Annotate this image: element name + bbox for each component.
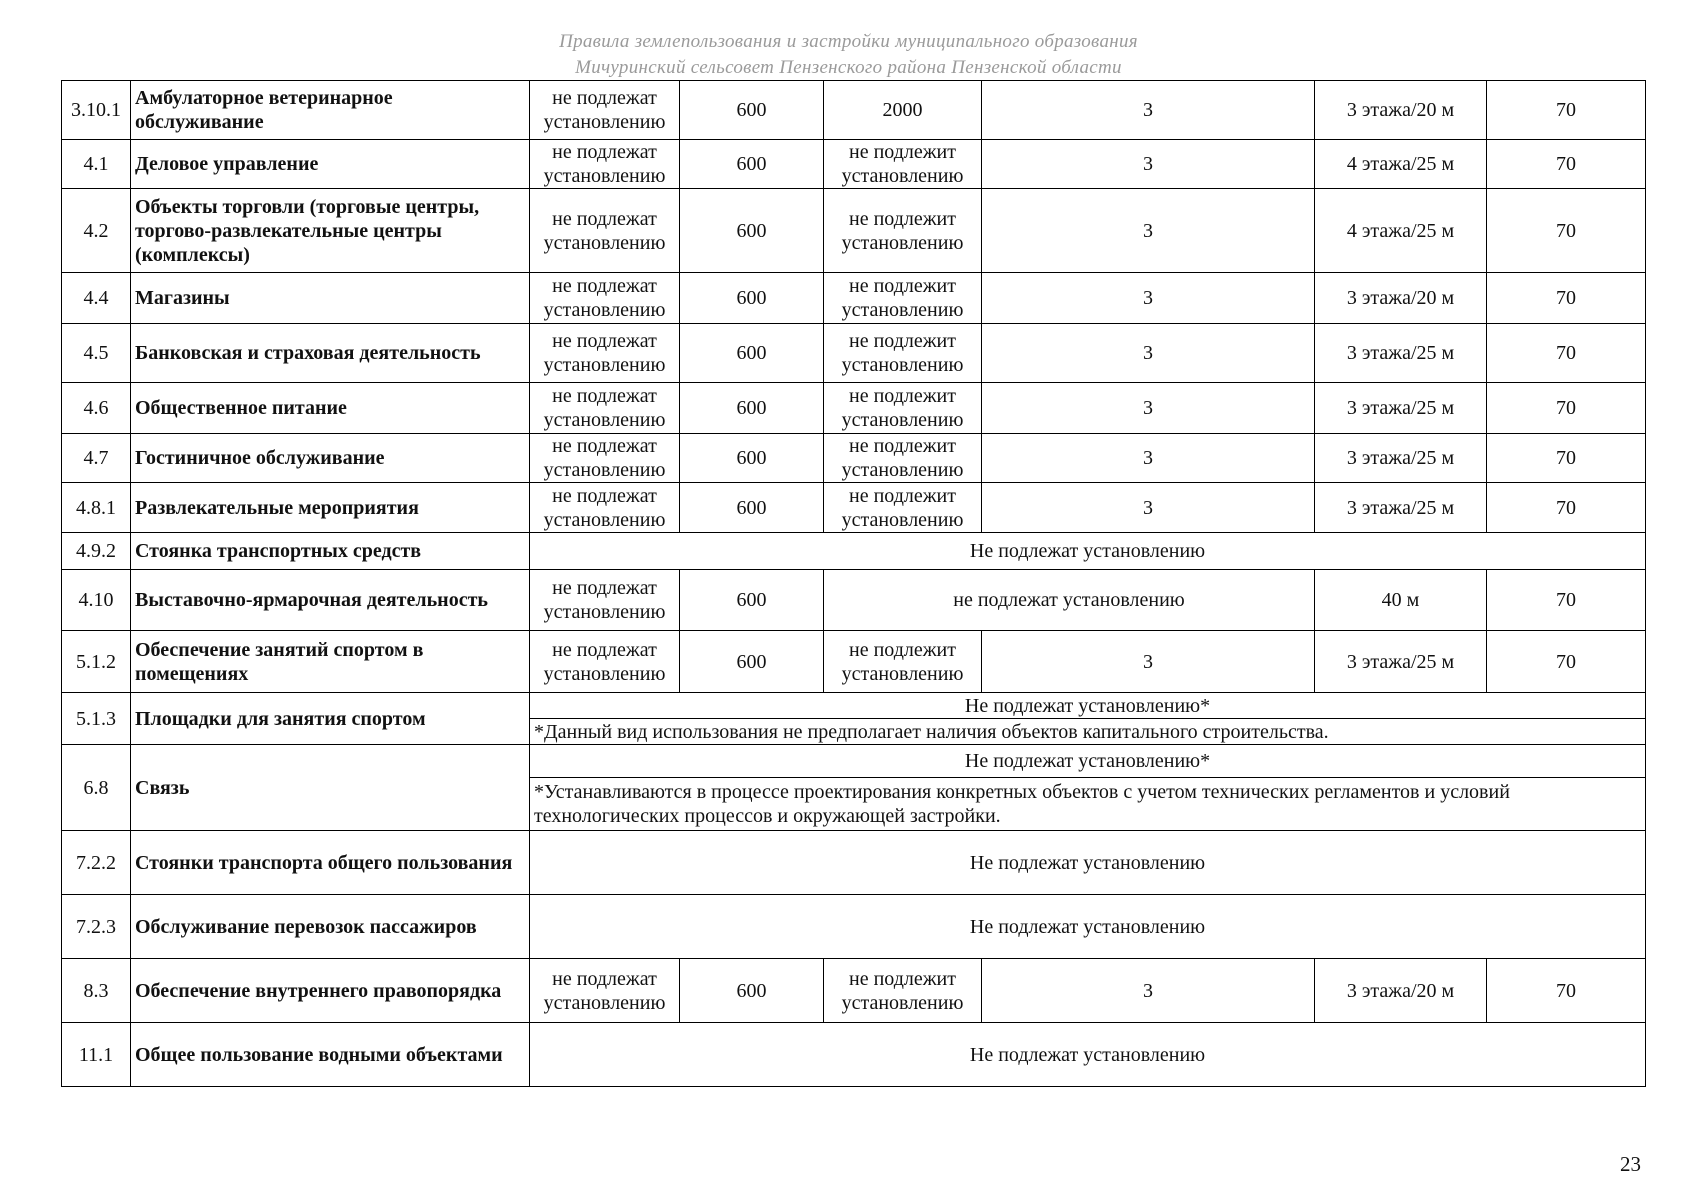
max-plot-area: не подлежит установлению [824, 383, 982, 434]
merged-parameters-cell: Не подлежат установлению* [530, 693, 1646, 719]
min-plot-area: 600 [680, 383, 824, 434]
max-coverage-percent: 70 [1487, 273, 1646, 324]
max-floors-height: 4 этажа/25 м [1315, 189, 1487, 273]
max-floors-height: 3 этажа/20 м [1315, 959, 1487, 1023]
table-row [62, 831, 1646, 895]
max-floors-height: 40 м [1315, 570, 1487, 631]
row-code: 4.8.1 [62, 483, 131, 533]
row-code: 7.2.2 [62, 831, 131, 895]
max-coverage-percent: 70 [1487, 631, 1646, 693]
merged-area-setback-cell: не подлежат установлению [824, 570, 1315, 631]
min-max-plot-size: не подлежат установлению [530, 140, 680, 189]
min-setback: 3 [982, 959, 1315, 1023]
max-plot-area: не подлежит установлению [824, 959, 982, 1023]
table-row [62, 895, 1646, 959]
row-code: 7.2.3 [62, 895, 131, 959]
table-row [62, 324, 1646, 383]
land-use-parameters-table [61, 80, 1646, 1087]
min-plot-area: 600 [680, 631, 824, 693]
max-plot-area: не подлежит установлению [824, 273, 982, 324]
row-code: 4.1 [62, 140, 131, 189]
row-name: Деловое управление [131, 140, 530, 189]
max-coverage-percent: 70 [1487, 81, 1646, 140]
max-floors-height: 3 этажа/25 м [1315, 324, 1487, 383]
min-setback: 3 [982, 81, 1315, 140]
min-setback: 3 [982, 324, 1315, 383]
min-max-plot-size: не подлежат установлению [530, 570, 680, 631]
max-coverage-percent: 70 [1487, 383, 1646, 434]
table-row [62, 383, 1646, 434]
table-row [62, 81, 1646, 140]
min-plot-area: 600 [680, 189, 824, 273]
min-max-plot-size: не подлежат установлению [530, 434, 680, 483]
row-name: Обеспечение занятий спортом в помещениях [131, 631, 530, 693]
table-row [62, 434, 1646, 483]
max-plot-area: не подлежит установлению [824, 631, 982, 693]
table-row [62, 693, 1646, 719]
max-plot-area: не подлежит установлению [824, 324, 982, 383]
row-name: Магазины [131, 273, 530, 324]
min-plot-area: 600 [680, 324, 824, 383]
min-setback: 3 [982, 434, 1315, 483]
row-name: Стоянка транспортных средств [131, 533, 530, 570]
max-plot-area: не подлежит установлению [824, 483, 982, 533]
row-code: 8.3 [62, 959, 131, 1023]
table-row [62, 533, 1646, 570]
max-coverage-percent: 70 [1487, 483, 1646, 533]
row-name: Выставочно-ярмарочная деятельность [131, 570, 530, 631]
min-max-plot-size: не подлежат установлению [530, 81, 680, 140]
max-floors-height: 3 этажа/20 м [1315, 81, 1487, 140]
table-row [62, 483, 1646, 533]
max-floors-height: 3 этажа/25 м [1315, 434, 1487, 483]
merged-parameters-cell: Не подлежат установлению* [530, 745, 1646, 778]
row-name: Общее пользование водными объектами [131, 1023, 530, 1087]
min-max-plot-size: не подлежат установлению [530, 483, 680, 533]
max-plot-area: 2000 [824, 81, 982, 140]
row-name: Гостиничное обслуживание [131, 434, 530, 483]
max-coverage-percent: 70 [1487, 959, 1646, 1023]
min-plot-area: 600 [680, 434, 824, 483]
min-max-plot-size: не подлежат установлению [530, 383, 680, 434]
table-row [62, 140, 1646, 189]
row-code: 11.1 [62, 1023, 131, 1087]
min-max-plot-size: не подлежат установлению [530, 273, 680, 324]
max-coverage-percent: 70 [1487, 140, 1646, 189]
row-name: Стоянки транспорта общего пользования [131, 831, 530, 895]
min-plot-area: 600 [680, 483, 824, 533]
merged-parameters-cell: Не подлежат установлению [530, 895, 1646, 959]
max-coverage-percent: 70 [1487, 570, 1646, 631]
max-coverage-percent: 70 [1487, 434, 1646, 483]
table-row [62, 273, 1646, 324]
table-row [62, 570, 1646, 631]
min-max-plot-size: не подлежат установлению [530, 959, 680, 1023]
page-number: 23 [1620, 1152, 1641, 1176]
row-code: 4.10 [62, 570, 131, 631]
min-plot-area: 600 [680, 570, 824, 631]
min-plot-area: 600 [680, 81, 824, 140]
running-header-line-2: Мичуринский сельсовет Пензенского района Пензенской области [575, 57, 1122, 78]
row-name: Связь [131, 745, 530, 831]
min-setback: 3 [982, 140, 1315, 189]
row-name: Площадки для занятия спортом [131, 693, 530, 745]
min-plot-area: 600 [680, 273, 824, 324]
min-max-plot-size: не подлежат установлению [530, 631, 680, 693]
row-name: Общественное питание [131, 383, 530, 434]
min-setback: 3 [982, 483, 1315, 533]
max-floors-height: 4 этажа/25 м [1315, 140, 1487, 189]
row-code: 5.1.2 [62, 631, 131, 693]
row-code: 4.5 [62, 324, 131, 383]
max-floors-height: 3 этажа/25 м [1315, 483, 1487, 533]
merged-parameters-cell: Не подлежат установлению [530, 831, 1646, 895]
min-setback: 3 [982, 383, 1315, 434]
table-row [62, 189, 1646, 273]
row-code: 4.7 [62, 434, 131, 483]
row-name: Амбулаторное ветеринарное обслуживание [131, 81, 530, 140]
row-code: 6.8 [62, 745, 131, 831]
merged-parameters-cell: Не подлежат установлению [530, 1023, 1646, 1087]
row-name: Объекты торговли (торговые центры, торгово-развлекательные центры (комплексы) [131, 189, 530, 273]
row-code: 5.1.3 [62, 693, 131, 745]
min-max-plot-size: не подлежат установлению [530, 324, 680, 383]
running-header-line-1: Правила землепользования и застройки муниципального образования [559, 31, 1138, 52]
footnote-cell: *Данный вид использования не предполагает наличия объектов капитального строительства. [530, 719, 1646, 745]
table-row [62, 745, 1646, 778]
row-name: Развлекательные мероприятия [131, 483, 530, 533]
footnote-cell: *Устанавливаются в процессе проектирования конкретных объектов с учетом технических регламентов и условий технологических процессов и окружающей застройки. [530, 778, 1646, 831]
table-row [62, 631, 1646, 693]
merged-parameters-cell: Не подлежат установлению [530, 533, 1646, 570]
min-setback: 3 [982, 273, 1315, 324]
row-code: 4.2 [62, 189, 131, 273]
row-name: Обслуживание перевозок пассажиров [131, 895, 530, 959]
max-plot-area: не подлежит установлению [824, 140, 982, 189]
max-coverage-percent: 70 [1487, 324, 1646, 383]
max-floors-height: 3 этажа/25 м [1315, 383, 1487, 434]
max-floors-height: 3 этажа/20 м [1315, 273, 1487, 324]
min-plot-area: 600 [680, 140, 824, 189]
row-name: Обеспечение внутреннего правопорядка [131, 959, 530, 1023]
row-code: 3.10.1 [62, 81, 131, 140]
min-setback: 3 [982, 189, 1315, 273]
row-code: 4.4 [62, 273, 131, 324]
row-code: 4.6 [62, 383, 131, 434]
min-setback: 3 [982, 631, 1315, 693]
row-code: 4.9.2 [62, 533, 131, 570]
min-max-plot-size: не подлежат установлению [530, 189, 680, 273]
max-plot-area: не подлежит установлению [824, 434, 982, 483]
table-row [62, 1023, 1646, 1087]
row-name: Банковская и страховая деятельность [131, 324, 530, 383]
table-row [62, 959, 1646, 1023]
max-plot-area: не подлежит установлению [824, 189, 982, 273]
max-floors-height: 3 этажа/25 м [1315, 631, 1487, 693]
min-plot-area: 600 [680, 959, 824, 1023]
max-coverage-percent: 70 [1487, 189, 1646, 273]
